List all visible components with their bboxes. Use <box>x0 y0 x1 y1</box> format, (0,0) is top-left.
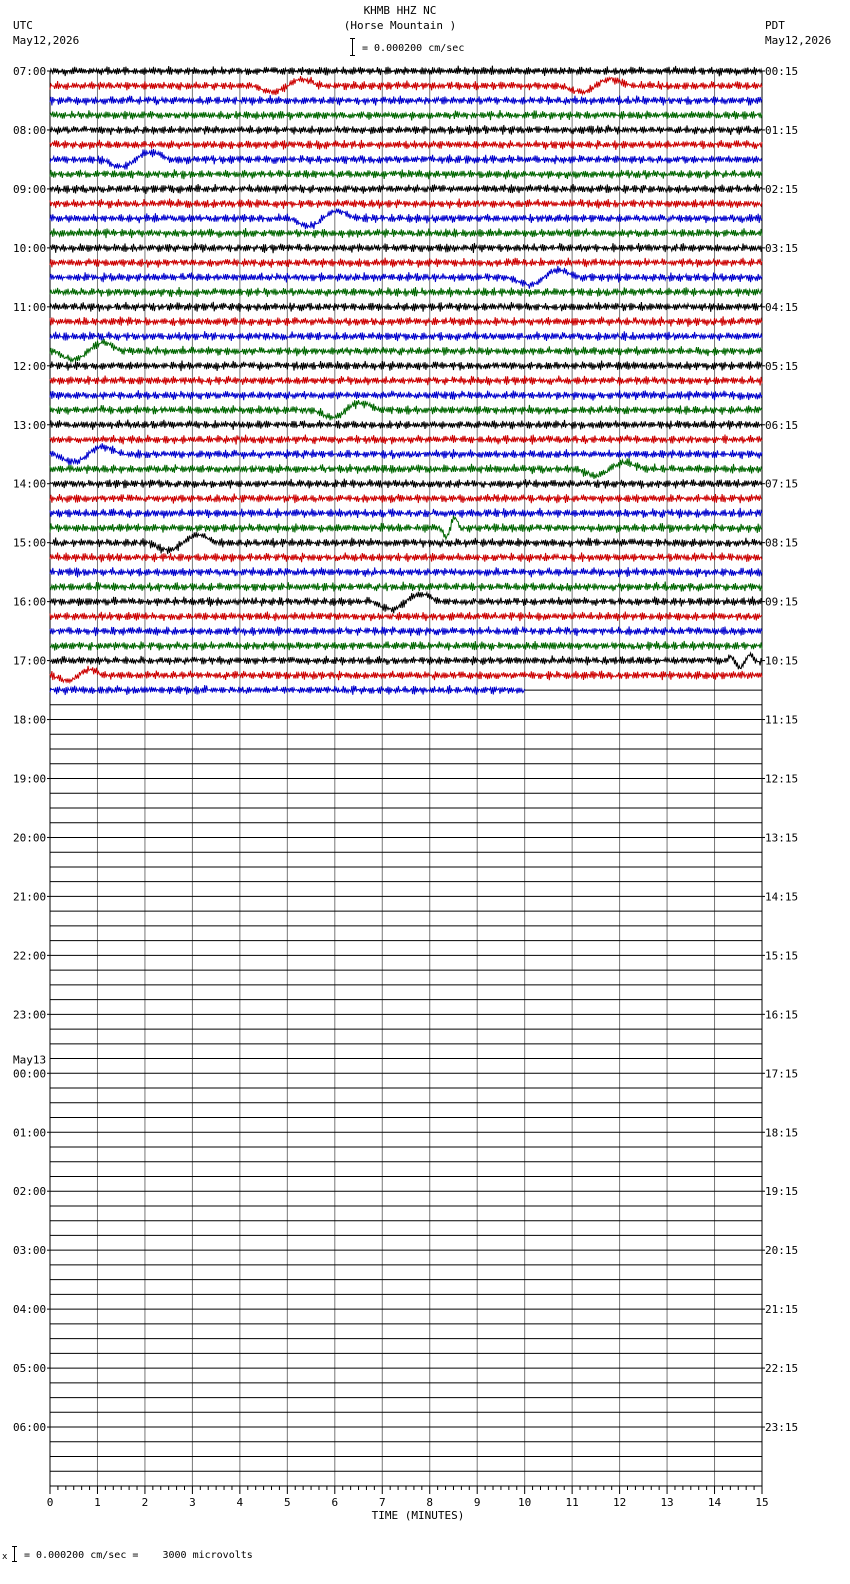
pdt-hour-label: 12:15 <box>765 772 799 786</box>
seismic-trace <box>50 209 762 230</box>
x-tick-label: 15 <box>755 1496 769 1509</box>
pdt-hour-label: 04:15 <box>765 300 799 314</box>
pdt-hour-label: 15:15 <box>765 949 799 963</box>
pdt-hour-label: 06:15 <box>765 418 799 432</box>
seismic-trace <box>50 653 762 669</box>
seismic-trace <box>50 458 762 479</box>
seismic-trace <box>50 140 762 150</box>
seismic-trace <box>50 553 762 563</box>
utc-hour-label: 07:00 <box>13 65 47 78</box>
footer-scale-bar-icon <box>12 1546 17 1562</box>
seismic-trace <box>50 339 762 362</box>
utc-hour-label: 02:00 <box>13 1185 47 1199</box>
seismic-trace <box>50 149 762 169</box>
x-tick-label: 1 <box>94 1496 101 1509</box>
scale-label: = 0.000200 cm/sec <box>362 43 465 54</box>
utc-hour-label: 00:00 <box>13 1067 47 1081</box>
x-tick-label: 0 <box>46 1496 54 1509</box>
pdt-hour-label: 23:15 <box>765 1421 799 1435</box>
utc-date: May12,2026 <box>13 34 80 47</box>
utc-hour-label: 20:00 <box>13 831 47 845</box>
seismic-trace <box>50 95 762 105</box>
seismic-trace <box>50 76 762 95</box>
x-tick-label: 5 <box>284 1496 291 1509</box>
pdt-hour-label: 18:15 <box>765 1126 799 1140</box>
seismic-trace <box>50 494 762 504</box>
pdt-hour-label: 03:15 <box>765 241 799 255</box>
pdt-hour-label: 13:15 <box>765 831 799 845</box>
pdt-hour-label: 16:15 <box>765 1008 799 1022</box>
seismic-trace <box>50 592 762 614</box>
utc-hour-label: 12:00 <box>13 359 47 373</box>
seismic-trace <box>50 199 762 209</box>
footer-scale-note: = 0.000200 cm/sec = 3000 microvolts <box>24 1550 253 1561</box>
pdt-hour-label: 05:15 <box>765 359 799 373</box>
pdt-hour-label: 00:15 <box>765 65 799 78</box>
pdt-hour-label: 22:15 <box>765 1362 799 1376</box>
x-axis-title: TIME (MINUTES) <box>371 1509 465 1522</box>
seismic-trace <box>50 582 762 592</box>
utc-hour-label: 17:00 <box>13 654 47 668</box>
x-tick-label: 13 <box>660 1496 674 1509</box>
utc-hour-label: 08:00 <box>13 123 47 137</box>
pdt-hour-label: 19:15 <box>765 1185 799 1199</box>
seismic-trace <box>50 612 762 622</box>
station-location: (Horse Mountain ) <box>343 19 457 32</box>
seismic-trace <box>50 532 762 554</box>
pdt-hour-label: 10:15 <box>765 654 799 668</box>
date-change-label: May13 <box>13 1053 47 1067</box>
x-tick-label: 3 <box>189 1496 196 1509</box>
seismic-trace <box>50 400 762 420</box>
pdt-hour-label: 09:15 <box>765 595 799 609</box>
pdt-hour-label: 02:15 <box>765 182 799 196</box>
pdt-hour-label: 11:15 <box>765 713 799 727</box>
utc-label: UTC <box>13 19 33 32</box>
utc-hour-label: 05:00 <box>13 1362 47 1376</box>
seismic-trace <box>50 287 762 297</box>
seismic-trace <box>50 626 762 636</box>
x-tick-label: 2 <box>141 1496 149 1509</box>
pdt-hour-label: 20:15 <box>765 1244 799 1258</box>
utc-hour-label: 18:00 <box>13 713 47 727</box>
seismic-trace <box>50 228 762 238</box>
utc-hour-label: 14:00 <box>13 477 47 491</box>
seismic-trace <box>50 376 762 386</box>
pdt-label: PDT <box>765 19 785 32</box>
utc-hour-label: 15:00 <box>13 536 47 550</box>
seismic-trace <box>50 361 762 372</box>
pdt-date: May12,2026 <box>765 34 832 47</box>
pdt-hour-label: 17:15 <box>765 1067 799 1081</box>
utc-hour-label: 10:00 <box>13 241 47 255</box>
x-tick-label: 7 <box>378 1496 386 1509</box>
x-tick-label: 9 <box>473 1496 481 1509</box>
utc-hour-label: 04:00 <box>13 1303 47 1317</box>
x-tick-label: 10 <box>518 1496 532 1509</box>
pdt-hour-label: 21:15 <box>765 1303 799 1317</box>
utc-hour-label: 06:00 <box>13 1421 47 1435</box>
seismic-trace <box>50 666 762 683</box>
utc-hour-label: 22:00 <box>13 949 47 963</box>
seismic-trace <box>50 258 762 268</box>
seismic-trace <box>50 243 762 253</box>
seismic-trace <box>50 435 762 445</box>
seismic-trace <box>50 110 762 120</box>
seismic-trace <box>50 316 762 326</box>
utc-hour-label: 13:00 <box>13 418 47 432</box>
x-tick-label: 11 <box>565 1496 579 1509</box>
seismic-trace <box>50 420 762 430</box>
utc-hour-label: 21:00 <box>13 890 47 904</box>
utc-hour-label: 19:00 <box>13 772 47 786</box>
seismic-trace <box>50 331 762 341</box>
utc-hour-label: 16:00 <box>13 595 47 609</box>
pdt-hour-label: 01:15 <box>765 123 799 137</box>
seismic-trace <box>50 443 762 466</box>
pdt-hour-label: 07:15 <box>765 477 799 491</box>
utc-hour-label: 03:00 <box>13 1244 47 1258</box>
x-tick-label: 4 <box>236 1496 244 1509</box>
pdt-hour-label: 14:15 <box>765 890 799 904</box>
utc-hour-label: 11:00 <box>13 300 47 314</box>
seismic-trace <box>50 641 762 651</box>
seismic-trace <box>50 169 762 179</box>
seismic-trace <box>50 479 762 489</box>
pdt-hour-label: 08:15 <box>765 536 799 550</box>
utc-hour-label: 23:00 <box>13 1008 47 1022</box>
seismic-trace <box>50 508 762 518</box>
seismic-trace <box>50 567 762 577</box>
seismic-trace <box>50 516 762 540</box>
station-title: KHMB HHZ NC <box>363 4 437 17</box>
x-tick-label: 6 <box>331 1496 339 1509</box>
seismic-trace <box>50 125 762 135</box>
x-tick-label: 14 <box>707 1496 722 1509</box>
utc-hour-label: 09:00 <box>13 182 47 196</box>
footer-marker: x <box>2 1552 8 1562</box>
utc-hour-label: 01:00 <box>13 1126 47 1140</box>
seismic-trace <box>50 266 762 289</box>
x-tick-label: 8 <box>426 1496 434 1509</box>
seismic-trace <box>50 184 762 194</box>
x-tick-label: 12 <box>612 1496 627 1509</box>
seismic-trace <box>50 390 762 400</box>
seismic-trace <box>50 302 762 312</box>
